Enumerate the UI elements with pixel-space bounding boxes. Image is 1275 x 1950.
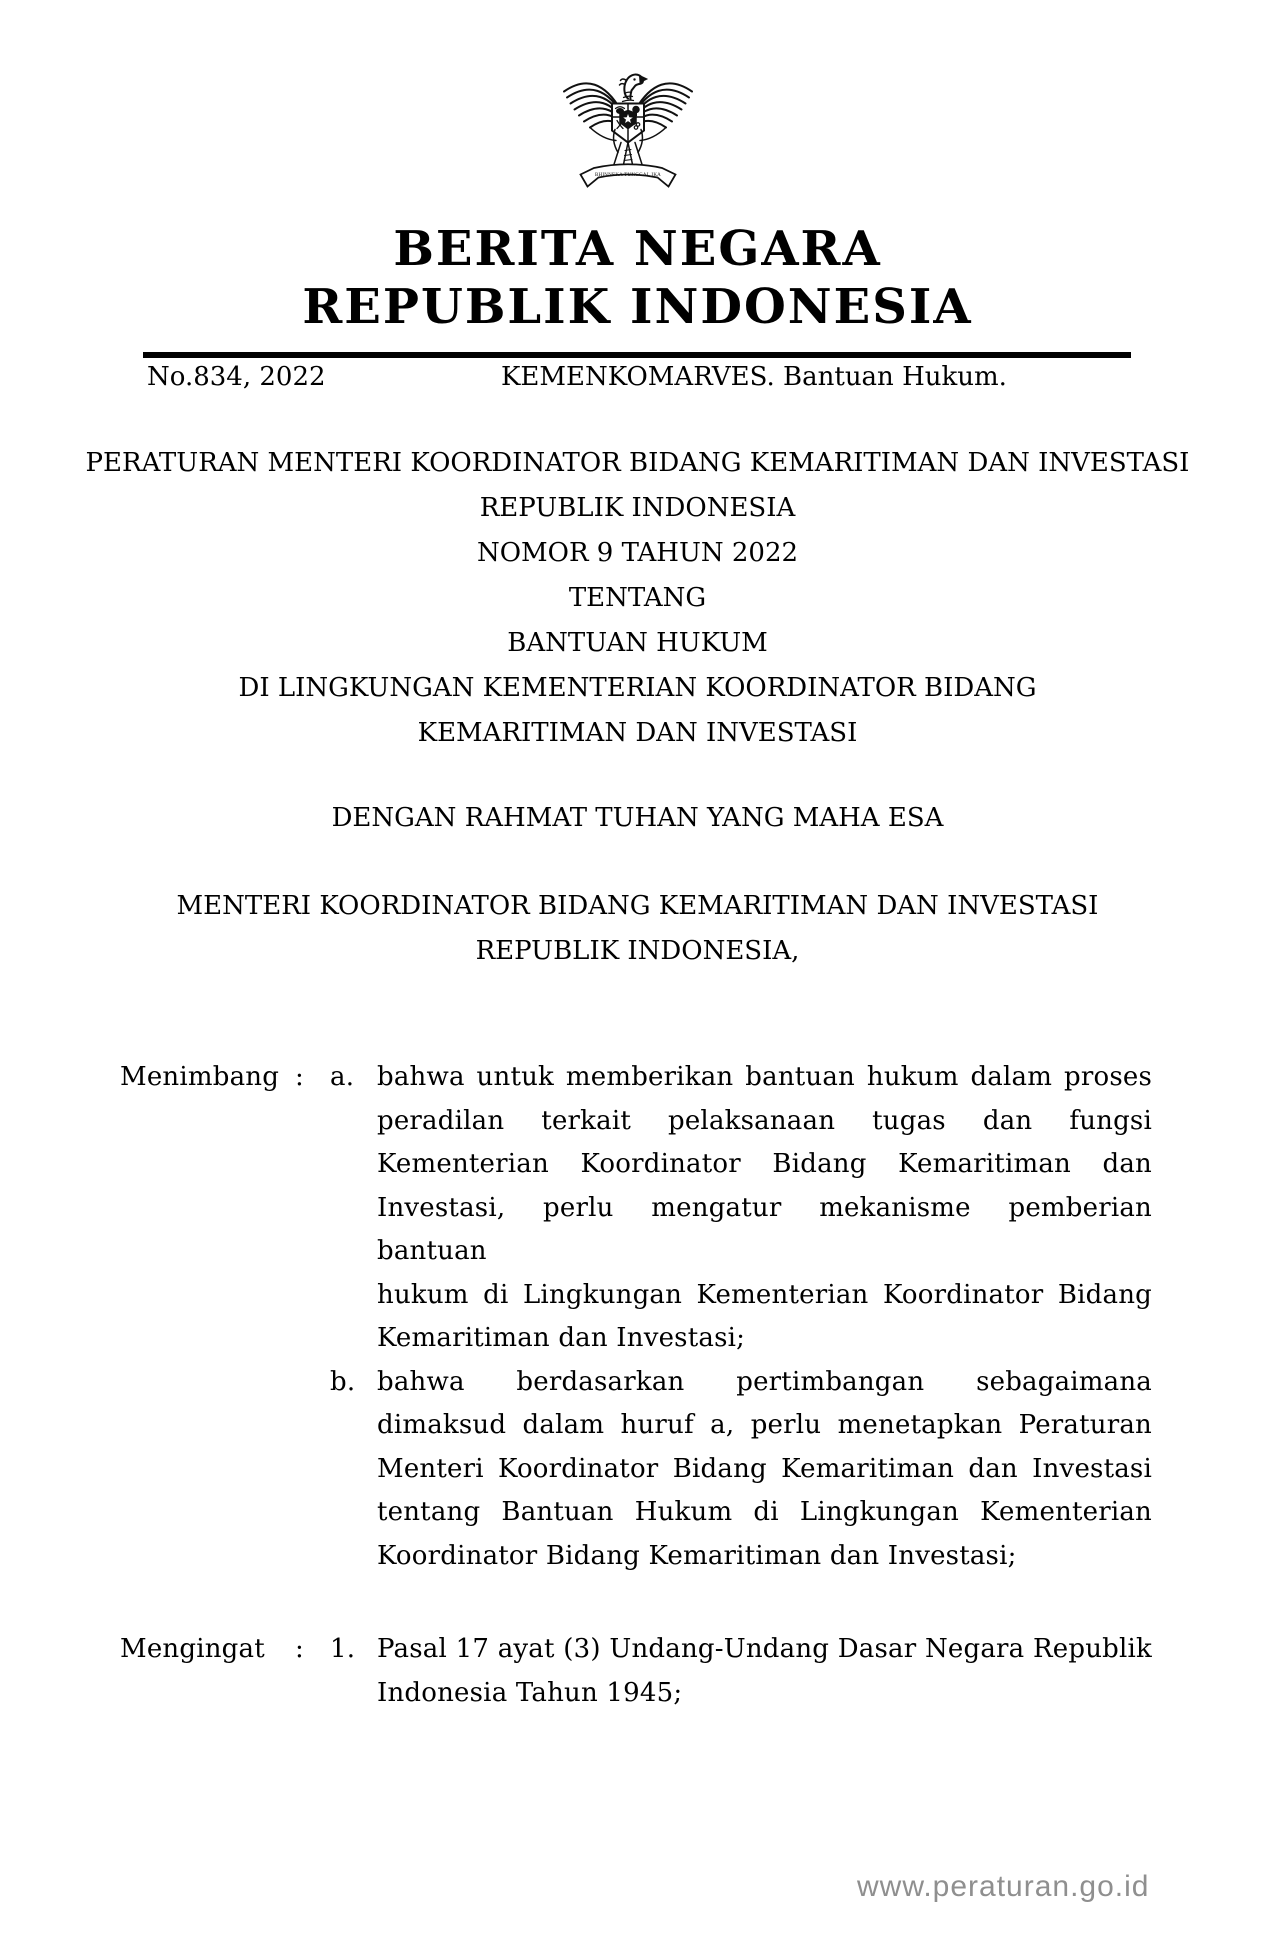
clause-marker: a. xyxy=(330,1062,355,1092)
legal-basis-section xyxy=(120,1628,1152,1715)
clause-item xyxy=(330,1056,1152,1361)
masthead-line-2: REPUBLIK INDONESIA xyxy=(302,279,973,335)
text-line: Kemaritiman dan Investasi; xyxy=(377,1323,746,1353)
clause-text xyxy=(377,1361,1152,1579)
text-line: REPUBLIK INDONESIA, xyxy=(475,936,800,966)
text-line: TENTANG xyxy=(568,583,707,613)
considerations-section xyxy=(120,1056,1152,1578)
text-line: BANTUAN HUKUM xyxy=(507,628,768,658)
text-line: Investasi, perlu mengatur mekanisme pemberian bantuan xyxy=(377,1192,1152,1266)
text-line: bahwa berdasarkan pertimbangan sebagaimana xyxy=(377,1366,1152,1397)
clause-item xyxy=(330,1361,1152,1579)
section-label: Mengingat xyxy=(120,1634,265,1664)
text-line: NOMOR 9 TAHUN 2022 xyxy=(476,538,799,568)
section-colon: : xyxy=(295,1062,304,1092)
text-line: REPUBLIK INDONESIA xyxy=(479,493,796,523)
gazette-number: No.834, 2022 xyxy=(147,362,326,392)
text-line: Koordinator Bidang Kemaritiman dan Investasi; xyxy=(377,1540,1017,1571)
text-line: bahwa untuk memberikan bantuan hukum dalam proses xyxy=(377,1062,1152,1092)
preamble-clauses xyxy=(120,1056,1152,1715)
clause-marker: b. xyxy=(330,1366,356,1397)
clause-text xyxy=(377,1628,1152,1715)
watermark-text: www.peraturan.go.id xyxy=(857,1870,1150,1903)
regulation-title xyxy=(0,441,1275,756)
text-line: DI LINGKUNGAN KEMENTERIAN KOORDINATOR BIDANG xyxy=(238,673,1037,703)
invocation-text: DENGAN RAHMAT TUHAN YANG MAHA ESA xyxy=(331,803,944,833)
text-line: Menteri Koordinator Bidang Kemaritiman dan Investasi xyxy=(377,1453,1152,1484)
text-line: dimaksud dalam huruf a, perlu menetapkan Peraturan xyxy=(377,1410,1152,1440)
motto-ribbon xyxy=(581,164,676,186)
masthead-line-1: BERITA NEGARA xyxy=(393,221,882,277)
text-line: Indonesia Tahun 1945; xyxy=(377,1677,683,1708)
gazette-subject: KEMENKOMARVES. Bantuan Hukum. xyxy=(501,362,1007,392)
text-line: peradilan terkait pelaksanaan tugas dan fungsi xyxy=(377,1105,1152,1136)
clause-text xyxy=(377,1056,1152,1361)
garuda-pancasila-emblem xyxy=(553,52,703,217)
garuda-head xyxy=(620,75,648,100)
gazette-masthead xyxy=(0,220,1275,336)
section-label: Menimbang xyxy=(120,1062,280,1092)
text-line: MENTERI KOORDINATOR BIDANG KEMARITIMAN DAN INVESTASI xyxy=(176,891,1099,921)
pancasila-shield xyxy=(612,104,644,143)
issuing-authority xyxy=(0,884,1275,974)
considerations-items xyxy=(330,1056,1152,1578)
clause-marker: 1. xyxy=(330,1634,356,1664)
section-colon: : xyxy=(295,1634,304,1664)
text-line: Pasal 17 ayat (3) Undang-Undang Dasar Negara Republik xyxy=(377,1634,1152,1664)
legal-basis-items xyxy=(330,1628,1152,1715)
text-line: tentang Bantuan Hukum di Lingkungan Kementerian xyxy=(377,1497,1152,1527)
masthead-divider xyxy=(143,352,1131,358)
text-line: Kementerian Koordinator Bidang Kemaritiman dan xyxy=(377,1149,1152,1179)
text-line: PERATURAN MENTERI KOORDINATOR BIDANG KEMARITIMAN DAN INVESTASI xyxy=(85,448,1190,478)
text-line: KEMARITIMAN DAN INVESTASI xyxy=(417,718,858,748)
text-line: hukum di Lingkungan Kementerian Koordinator Bidang xyxy=(377,1279,1152,1310)
emblem-motto: BHINNEKA TUNGGAL IKA xyxy=(594,173,662,178)
garuda-neck xyxy=(623,92,634,101)
clause-item xyxy=(330,1628,1152,1715)
